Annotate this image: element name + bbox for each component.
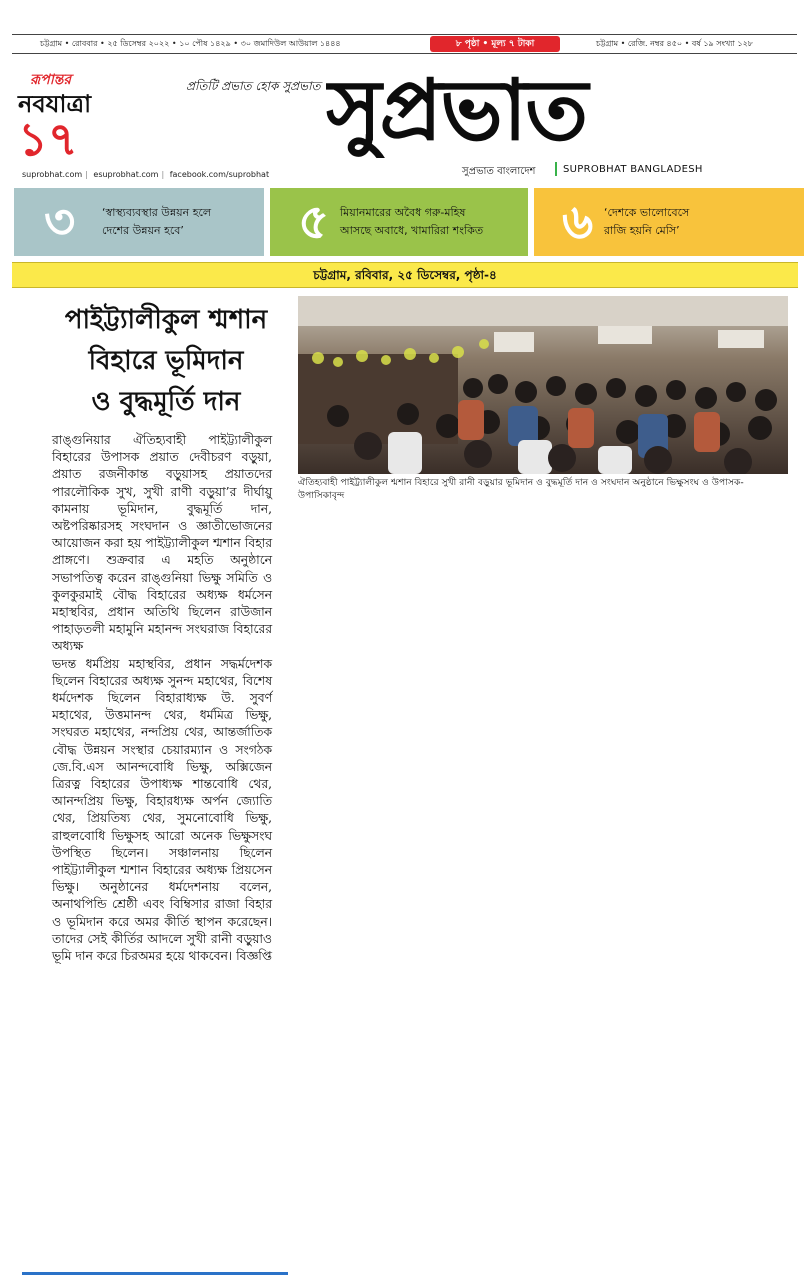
price-badge: ৮ পৃষ্ঠা • মূল্য ৭ টাকা xyxy=(430,36,560,52)
page-date-bar: চট্টগ্রাম, রবিবার, ২৫ ডিসেম্বর, পৃষ্ঠা-৪ xyxy=(12,262,798,288)
teaser-line: আসছে অবাধে, খামারিরা শংকিত xyxy=(340,224,484,237)
headline-line: ও বুদ্ধমূর্তি দান xyxy=(91,387,241,417)
masthead-subtitle-english: SUPROBHAT BANGLADESH xyxy=(563,164,703,175)
anniversary-tag: রূপান্তর xyxy=(30,72,72,88)
teaser-page-number: ৬ xyxy=(562,194,594,250)
photo-caption: ঐতিহ্যবাহী পাইট্ট্যালীকুল শ্মশান বিহারে সুখী রানী বড়ুয়ার ভূমিদান ও বুদ্ধমূর্তি দান ও সংঘদান অনুষ্ঠানে ভিক্ষুসংঘ ও উপাসক-উপাসিকাবৃন্দ xyxy=(298,477,744,501)
registration-info: চট্টগ্রাম • রেজি. নম্বর ৪৫০ • বর্ষ ১৯ সংখ্যা ১২৮ xyxy=(596,39,754,48)
subtitle-divider xyxy=(555,162,557,176)
teaser-line: রাজি হয়নি মেসি’ xyxy=(604,224,680,237)
article-paragraph: ভদন্ত ধর্মপ্রিয় মহাস্থবির, প্রধান সদ্ধর্মদেশক ছিলেন বিহারের অধ্যক্ষ সুনন্দ মহাথের, বিশেষ ধর্মদেশক ছিলেন বিহারাধ্যক্ষ উ. সুবর্ণ মহাথের, উত্তমানন্দ থের, ধর্মমিত্র ভিক্ষু, সংঘরত মহাথের, নন্দপ্রিয় থের, আন্তর্জাতিক বৌদ্ধ উন্নয়ন সংস্থার চেয়ারম্যান ও সংগঠক জে.বি.এস আনন্দবোধি ভিক্ষু, অক্সিজেন ত্রিরত্ন বিহারের উপাধ্যক্ষ শান্তবোধি থের, আনন্দপ্রিয় ভিক্ষু, বিহারধ্যক্ষ অর্পন জ্যোতি থের, প্রিয়তিষ্য থের, সুমনোবোধি ভিক্ষু, রাহুলবোধি ভিক্ষুসহ আরো অনেক ভিক্ষুসংঘ উপস্থিত ছিলেন। সঞ্চালনায় ছিলেন পাইট্ট্যালীকুল শ্মশান বিহারের অধ্যক্ষ প্রিয়সেন ভিক্ষু। অনুষ্ঠানের ধর্মদেশনায় বলেন, অনাথপিন্ডি শ্রেষ্ঠী এবং বিম্বিসার রাজা বিহার ও ভূমিদান করে অমর কীর্তি স্থাপন করেছেন। তাদের সেই কীর্তির আদলে সুখী রানী বড়ুয়াও ভূমি দান করে চিরঅমর হয়ে থাকবেন। বিজ্ঞপ্তি xyxy=(52,656,272,964)
website-link[interactable]: suprobhat.com xyxy=(22,170,83,179)
article-photo xyxy=(298,296,788,474)
article-paragraph: রাঙ্গুনিয়ার ঐতিহ্যবাহী পাইট্ট্যালীকুল বিহারের উপাসক প্রয়াত দেবীচরণ বড়ুয়া, প্রয়াত রজনীকান্ত বড়ুয়াসহ প্রয়াতদের পারলৌকিক সুখ, সুখী রাণী বড়ুয়া’র দীর্ঘায়ু কামনায় ভূমিদান, বুদ্ধমূর্তি দান, অষ্টপরিষ্কারসহ সংঘদান ও জ্ঞাতীভোজনের আয়োজন করা হয় পাইট্ট্যালীকুল শ্মশান বিহার প্রাঙ্গণে। শুক্রবার এ মহতি অনুষ্ঠানে সভাপতিত্ব করেন রাঙ্গুনিয়া ভিক্ষু সমিতি ও কুলকুরমাই বৌদ্ধ বিহারের অধ্যক্ষ ধর্মসেন মহাস্থবির, প্রধান অতিথি ছিলেন রাউজান পাহাড়তলী মহামুনি মহানন্দ সংঘরাজ বিহারের অধ্যক্ষ xyxy=(52,433,272,654)
teaser-text xyxy=(604,204,689,240)
bottom-divider xyxy=(22,1272,288,1275)
teaser-page-6[interactable] xyxy=(534,188,804,256)
teaser-line: ‘স্বাস্থ্যব্যবস্থার উন্নয়ন হলে xyxy=(102,206,212,219)
teaser-line: মিয়ানমারের অবৈধ গরু-মহিষ xyxy=(340,206,466,219)
newspaper-masthead: সুপ্রভাত xyxy=(326,62,587,158)
teaser-text xyxy=(340,204,483,240)
headline-line: পাইট্ট্যালীকুল শ্মশান xyxy=(64,305,268,335)
epaper-link[interactable]: esuprobhat.com xyxy=(93,170,159,179)
article-body xyxy=(52,432,272,965)
teaser-text xyxy=(102,204,211,240)
teaser-line: ‘দেশকে ভালোবেসে xyxy=(604,206,690,219)
teaser-page-3[interactable] xyxy=(14,188,264,256)
website-links: suprobhat.com | esuprobhat.com | facebook.com/suprobhat xyxy=(22,170,270,179)
crowd-photo-illustration xyxy=(298,296,788,474)
teaser-page-5[interactable] xyxy=(270,188,528,256)
facebook-link[interactable]: facebook.com/suprobhat xyxy=(169,170,270,179)
anniversary-number: ১৭ xyxy=(18,112,78,166)
teaser-page-number: ৫ xyxy=(298,194,330,250)
anniversary-name: নবযাত্রা xyxy=(18,90,92,118)
newspaper-motto: প্রতিটি প্রভাত হোক সুপ্রভাত xyxy=(186,79,321,93)
article-headline xyxy=(50,300,282,423)
issue-date-info: চট্টগ্রাম • রোববার • ২৫ ডিসেম্বর ২০২২ • ১০ পৌষ ১৪২৯ • ৩০ জমাদিউল আউয়াল ১৪৪৪ xyxy=(40,39,341,48)
teaser-line: দেশের উন্নয়ন হবে’ xyxy=(102,224,184,237)
top-info-strip xyxy=(12,34,797,54)
headline-line: বিহারে ভূমিদান xyxy=(88,346,244,376)
teaser-page-number: ৩ xyxy=(44,194,76,250)
masthead-subtitle-bangla: সুপ্রভাত বাংলাদেশ xyxy=(462,166,536,177)
anniversary-logo xyxy=(18,68,128,168)
